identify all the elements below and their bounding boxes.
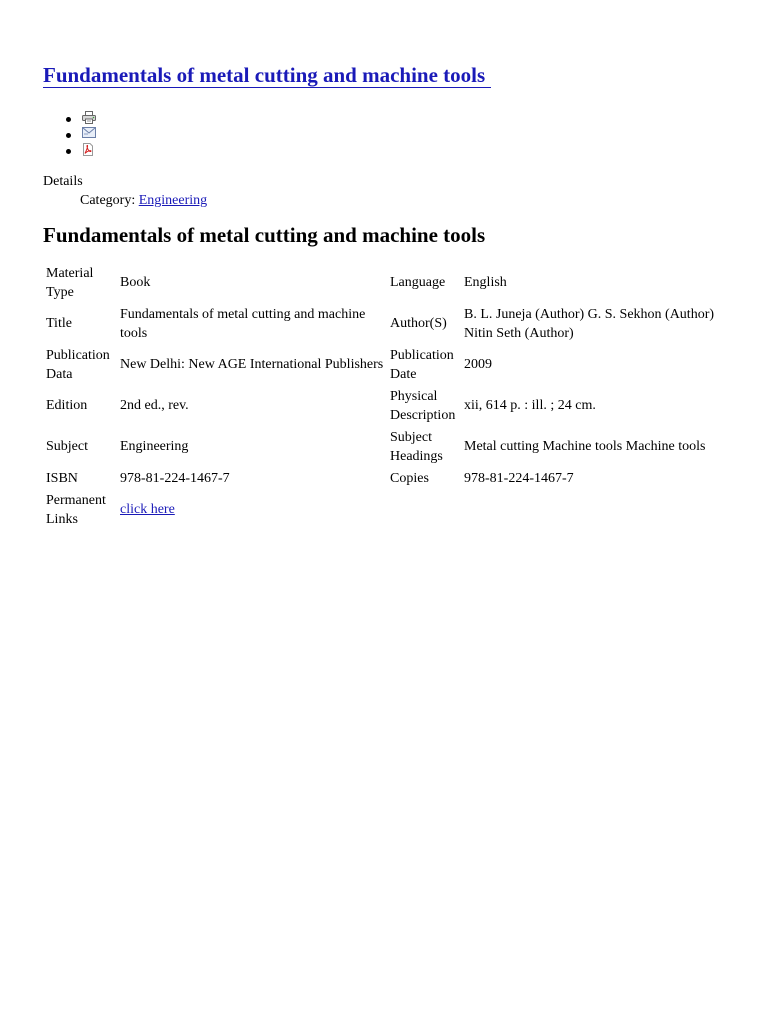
publication-date-value: 2009 — [464, 357, 492, 372]
permanent-links-label: Permanent Links — [46, 492, 106, 527]
table-row — [44, 344, 724, 385]
language-label: Language — [390, 275, 446, 290]
empty-cell — [388, 489, 462, 530]
details-label: Details — [43, 174, 83, 189]
title-value: Fundamentals of metal cutting and machine tools — [120, 306, 366, 341]
category-label: Category: — [80, 193, 136, 208]
subject-value: Engineering — [120, 439, 189, 454]
table-row — [44, 489, 724, 530]
list-bullet — [66, 117, 71, 122]
physical-description-label: Physical Description — [390, 388, 456, 423]
table-row — [44, 467, 724, 489]
category-line — [80, 192, 207, 210]
table-row — [44, 262, 724, 303]
publication-data-value: New Delhi: New AGE International Publishers — [120, 357, 384, 372]
subject-label: Subject — [46, 439, 88, 454]
page-title-link[interactable]: Fundamentals of metal cutting and machine tools — [43, 63, 491, 88]
pdf-action[interactable] — [66, 141, 96, 157]
print-icon[interactable] — [82, 111, 96, 124]
table-row — [44, 426, 724, 467]
copies-label: Copies — [390, 470, 429, 486]
page-title — [43, 62, 491, 88]
authors-label: Author(S) — [390, 316, 447, 331]
category-link[interactable]: Engineering — [138, 193, 208, 208]
list-bullet — [66, 133, 71, 138]
material-type-label: Material Type — [46, 265, 94, 300]
pdf-icon[interactable] — [82, 143, 94, 156]
language-value: English — [464, 275, 507, 290]
permanent-links-value — [118, 489, 388, 530]
article-subtitle: Fundamentals of metal cutting and machine tools — [43, 223, 486, 247]
print-action[interactable] — [66, 109, 96, 125]
subject-headings-label: Subject Headings — [390, 429, 443, 464]
edition-label: Edition — [46, 398, 88, 413]
edition-value: 2nd ed., rev. — [120, 398, 189, 413]
email-action[interactable] — [66, 125, 96, 141]
authors-value: B. L. Juneja (Author) G. S. Sekhon (Author) Nitin Seth (Author) — [464, 306, 715, 341]
table-row — [44, 385, 724, 426]
copies-value: 978-81-224-1467-7 — [464, 470, 574, 486]
list-bullet — [66, 149, 71, 154]
record-table — [44, 262, 724, 530]
material-type-value: Book — [120, 275, 151, 290]
email-icon[interactable] — [82, 127, 96, 138]
empty-cell — [462, 489, 724, 530]
publication-data-label: Publication Data — [46, 347, 110, 382]
article-actions — [66, 109, 96, 157]
publication-date-label: Publication Date — [390, 347, 454, 382]
subject-headings-value: Metal cutting Machine tools Machine tools — [464, 439, 706, 454]
permanent-link[interactable]: click here — [120, 502, 175, 517]
isbn-value: 978-81-224-1467-7 — [120, 470, 230, 486]
table-row — [44, 303, 724, 344]
title-label: Title — [46, 316, 72, 331]
physical-description-value: xii, 614 p. : ill. ; 24 cm. — [464, 398, 596, 413]
isbn-label: ISBN — [46, 470, 78, 486]
